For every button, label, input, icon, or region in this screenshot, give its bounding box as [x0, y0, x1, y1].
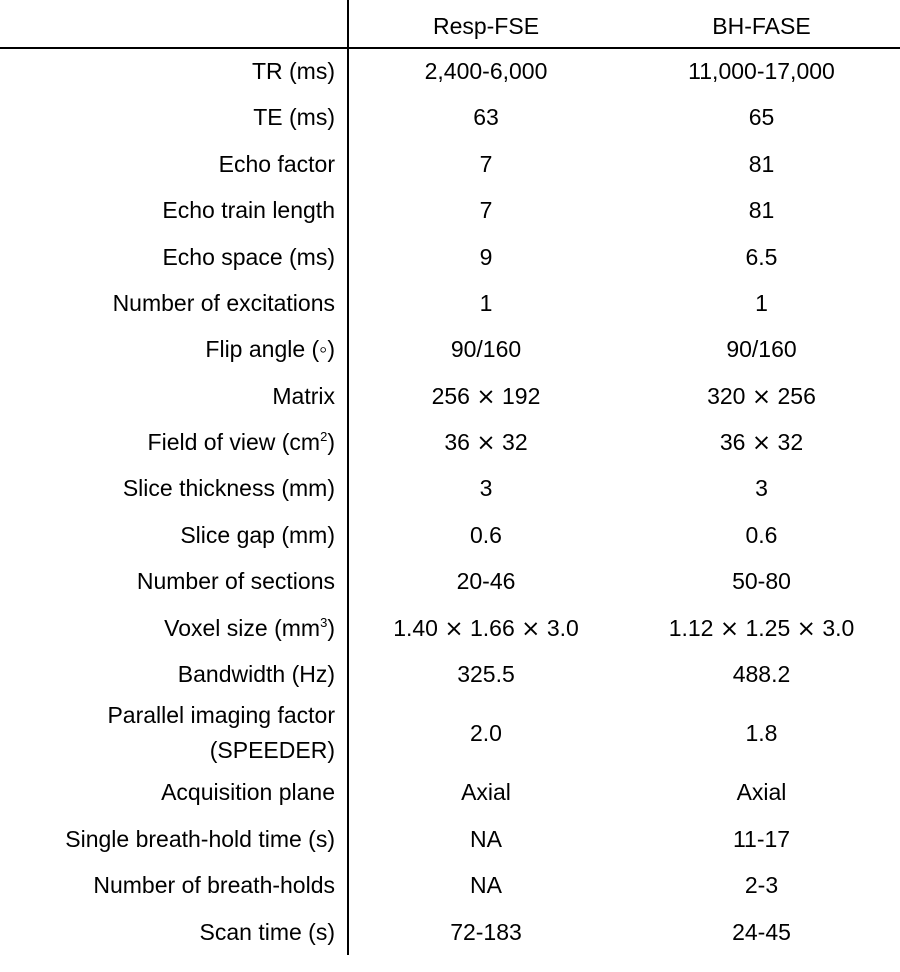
- resp-fse-value: 256 ⨯ 192: [431, 382, 541, 409]
- bh-fase-value: 0.6: [745, 521, 778, 548]
- row-label: Single breath-hold time (s): [0, 816, 348, 862]
- resp-fse-value: Axial: [461, 779, 511, 806]
- row-label: TE (ms): [0, 94, 348, 140]
- bh-fase-value: 65: [748, 104, 775, 131]
- resp-fse-value: 1.40 ⨯ 1.66 ⨯ 3.0: [393, 614, 579, 641]
- table-row: [0, 558, 900, 604]
- table-row: [0, 187, 900, 233]
- bh-fase-value: 36 ⨯ 32: [719, 429, 804, 456]
- table-row: [0, 48, 900, 94]
- table-row: [0, 909, 900, 955]
- bh-fase-value: 320 ⨯ 256: [707, 382, 816, 409]
- superscript-exponent: 2: [320, 429, 328, 445]
- table-row: [0, 651, 900, 697]
- row-label: Echo factor: [0, 141, 348, 187]
- row-label: Slice gap (mm): [0, 512, 348, 558]
- resp-fse-value: 90/160: [450, 336, 522, 363]
- row-label: [0, 697, 348, 769]
- row-label-line-2: (SPEEDER): [209, 737, 335, 764]
- table-row: [0, 373, 900, 419]
- resp-fse-value: 63: [473, 104, 499, 131]
- row-label: Echo space (ms): [0, 234, 348, 280]
- row-label: Slice thickness (mm): [0, 466, 348, 512]
- row-label-close: ): [327, 614, 335, 641]
- row-label: [0, 605, 348, 651]
- superscript-exponent: 3: [320, 614, 328, 630]
- row-label: Acquisition plane: [0, 769, 348, 815]
- row-label: Bandwidth (Hz): [0, 651, 348, 697]
- resp-fse-value: 2,400-6,000: [424, 58, 548, 85]
- bh-fase-value: 11-17: [732, 825, 791, 852]
- table-row: [0, 419, 900, 465]
- bh-fase-value: 11,000-17,000: [688, 58, 835, 85]
- bh-fase-value: 1.12 ⨯ 1.25 ⨯ 3.0: [668, 614, 855, 641]
- bh-fase-value: 3: [755, 475, 768, 502]
- header-label-cell: [0, 0, 348, 48]
- row-label: Flip angle (◦): [0, 326, 348, 372]
- resp-fse-value: 2.0: [470, 720, 502, 747]
- table-row: [0, 862, 900, 908]
- row-label-close: ): [327, 429, 335, 456]
- resp-fse-value: 7: [479, 197, 493, 224]
- resp-fse-value: NA: [470, 872, 502, 899]
- resp-fse-value: 3: [479, 475, 493, 502]
- resp-fse-value: 36 ⨯ 32: [444, 429, 528, 456]
- resp-fse-value: 7: [479, 150, 493, 177]
- bh-fase-value: 90/160: [726, 336, 797, 363]
- header-bh-fase: BH-FASE: [623, 0, 900, 48]
- bh-fase-value: 24-45: [732, 918, 791, 945]
- resp-fse-value: 1: [479, 289, 493, 316]
- table-row: [0, 234, 900, 280]
- table-row: [0, 141, 900, 187]
- resp-fse-value: 20-46: [456, 568, 516, 595]
- table-row: [0, 94, 900, 140]
- bh-fase-value: 1: [755, 289, 768, 316]
- resp-fse-value: 72-183: [450, 918, 522, 945]
- bh-fase-value: 50-80: [732, 568, 791, 595]
- row-label: Number of sections: [0, 558, 348, 604]
- table-row: [0, 280, 900, 326]
- table-row: [0, 816, 900, 862]
- table-row: [0, 769, 900, 815]
- resp-fse-value: 325.5: [457, 661, 515, 688]
- table-row: [0, 466, 900, 512]
- bh-fase-value: 1.8: [745, 720, 778, 747]
- bh-fase-value: 81: [748, 197, 775, 224]
- bh-fase-value: 6.5: [745, 243, 778, 270]
- header-resp-fse: Resp-FSE: [348, 0, 623, 48]
- table-row: [0, 326, 900, 372]
- table-row: [0, 512, 900, 558]
- row-label-text: Voxel size (mm: [164, 614, 321, 641]
- row-label-line-1: Parallel imaging factor: [107, 701, 335, 728]
- row-label: Scan time (s): [0, 909, 348, 955]
- row-label: [0, 419, 348, 465]
- table-header-row: [0, 0, 900, 48]
- row-label: Number of excitations: [0, 280, 348, 326]
- row-label: TR (ms): [0, 48, 348, 94]
- resp-fse-value: 0.6: [470, 521, 502, 548]
- table-row: [0, 697, 900, 769]
- bh-fase-value: 2-3: [744, 872, 779, 899]
- row-label: Matrix: [0, 373, 348, 419]
- row-label: Number of breath-holds: [0, 862, 348, 908]
- row-label: Echo train length: [0, 187, 348, 233]
- table-row: [0, 605, 900, 651]
- bh-fase-value: 488.2: [732, 661, 791, 688]
- bh-fase-value: 81: [748, 150, 775, 177]
- bh-fase-value: Axial: [736, 779, 787, 806]
- row-label-text: Field of view (cm: [147, 429, 321, 456]
- resp-fse-value: NA: [470, 825, 502, 852]
- resp-fse-value: 9: [479, 243, 493, 270]
